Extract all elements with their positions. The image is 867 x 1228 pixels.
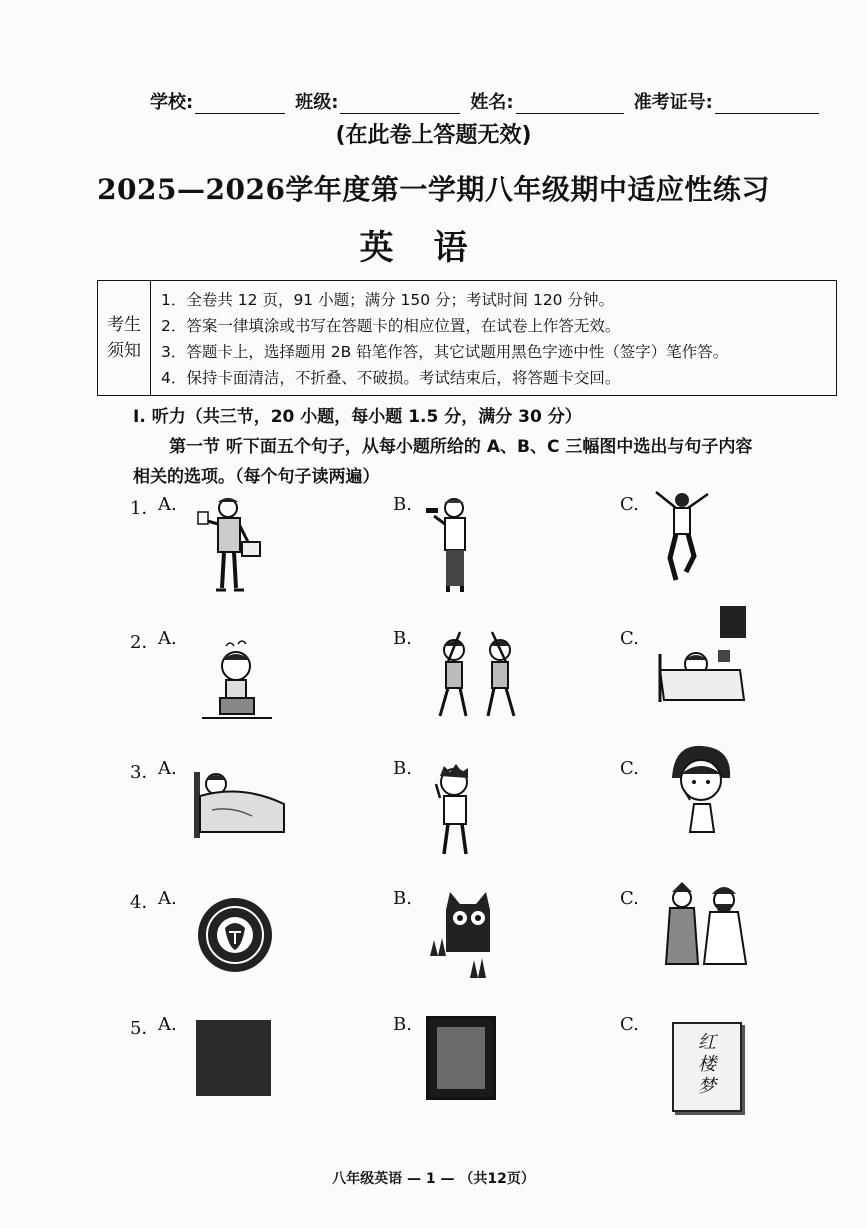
book-cover-image bbox=[672, 1022, 742, 1112]
name-field bbox=[470, 88, 623, 114]
invalid-answer-notice: (在此卷上答题无效) bbox=[335, 123, 532, 148]
class-blank bbox=[340, 93, 460, 114]
student-info-row bbox=[150, 88, 830, 114]
notes-label-line2: 须知 bbox=[107, 341, 141, 361]
option-a-label: A. bbox=[158, 888, 177, 909]
opera-characters-image bbox=[660, 878, 752, 968]
exam-id-label: 准考证号: bbox=[633, 92, 713, 113]
name-blank bbox=[516, 93, 624, 114]
school-blank bbox=[195, 93, 285, 114]
class-field bbox=[295, 88, 460, 114]
option-a-label: A. bbox=[158, 628, 177, 649]
note-item: 2．答案一律填涂或书写在答题卡的相应位置，在试卷上作答无效。 bbox=[161, 317, 621, 335]
subject-title: 英语 bbox=[359, 228, 508, 268]
section-title: I. 听力（共三节，20 小题，每小题 1.5 分，满分 30 分） bbox=[133, 407, 582, 427]
exam-id-blank bbox=[715, 93, 819, 114]
notes-list bbox=[151, 281, 728, 395]
question-number: 4． bbox=[130, 892, 160, 913]
question-number: 2． bbox=[130, 632, 160, 653]
exam-id-field bbox=[634, 88, 819, 114]
painting-canvas bbox=[437, 1027, 485, 1089]
note-item: 4．保持卡面清洁，不折叠、不破损。考试结束后，将答题卡交回。 bbox=[161, 369, 621, 387]
option-b-label: B. bbox=[393, 628, 412, 649]
page-footer: 八年级英语 — 1 — （共12页） bbox=[332, 1171, 535, 1187]
option-c-label: C. bbox=[620, 758, 639, 779]
option-b-label: B. bbox=[393, 1014, 412, 1035]
option-c-label: C. bbox=[620, 494, 639, 515]
black-cat-cartoon-image bbox=[428, 890, 508, 980]
book-cover-title: 红 楼 梦 bbox=[698, 1032, 716, 1097]
person-sick-in-bed-image bbox=[192, 766, 288, 840]
boy-with-toothache-image bbox=[424, 762, 494, 858]
child-in-bed-at-night-image bbox=[654, 604, 750, 704]
round-seal-emblem-image bbox=[196, 896, 274, 974]
dancing-man-image bbox=[646, 488, 716, 584]
girl-thinking-image bbox=[664, 744, 738, 836]
option-c-label: C. bbox=[620, 1014, 639, 1035]
children-exercising-image bbox=[430, 628, 526, 720]
section-instruction bbox=[133, 432, 833, 492]
option-a-label: A. bbox=[158, 1014, 177, 1035]
question-number: 5． bbox=[130, 1018, 160, 1039]
option-b-label: B. bbox=[393, 758, 412, 779]
class-label: 班级: bbox=[295, 92, 339, 113]
option-b-label: B. bbox=[393, 494, 412, 515]
instruction-line1: 第一节 听下面五个句子，从每小题所给的 A、B、C 三幅图中选出与句子内容 bbox=[169, 437, 753, 457]
question-number: 3． bbox=[130, 762, 160, 783]
dark-painting-image bbox=[196, 1020, 271, 1096]
worker-with-basket-image bbox=[190, 494, 270, 596]
name-label: 姓名: bbox=[470, 92, 514, 113]
boy-cooking-image bbox=[192, 640, 276, 724]
man-with-hammer-image bbox=[420, 494, 490, 596]
exam-title: 2025—2026学年度第一学期八年级期中适应性练习 bbox=[97, 173, 770, 206]
option-c-label: C. bbox=[620, 888, 639, 909]
school-field bbox=[150, 88, 285, 114]
note-item: 1．全卷共 12 页，91 小题；满分 150 分；考试时间 120 分钟。 bbox=[161, 291, 614, 309]
instruction-line2: 相关的选项。（每个句子读两遍） bbox=[133, 467, 380, 487]
option-b-label: B. bbox=[393, 888, 412, 909]
note-item: 3．答题卡上，选择题用 2B 铅笔作答，其它试题用黑色字迹中性（签字）笔作答。 bbox=[161, 343, 729, 361]
exam-notes-box bbox=[97, 280, 837, 396]
notes-label-line1: 考生 bbox=[107, 315, 141, 335]
option-c-label: C. bbox=[620, 628, 639, 649]
framed-painting-image bbox=[426, 1016, 496, 1100]
option-a-label: A. bbox=[158, 494, 177, 515]
question-number: 1． bbox=[130, 498, 160, 519]
option-a-label: A. bbox=[158, 758, 177, 779]
school-label: 学校: bbox=[150, 92, 194, 113]
notes-label bbox=[98, 281, 151, 395]
